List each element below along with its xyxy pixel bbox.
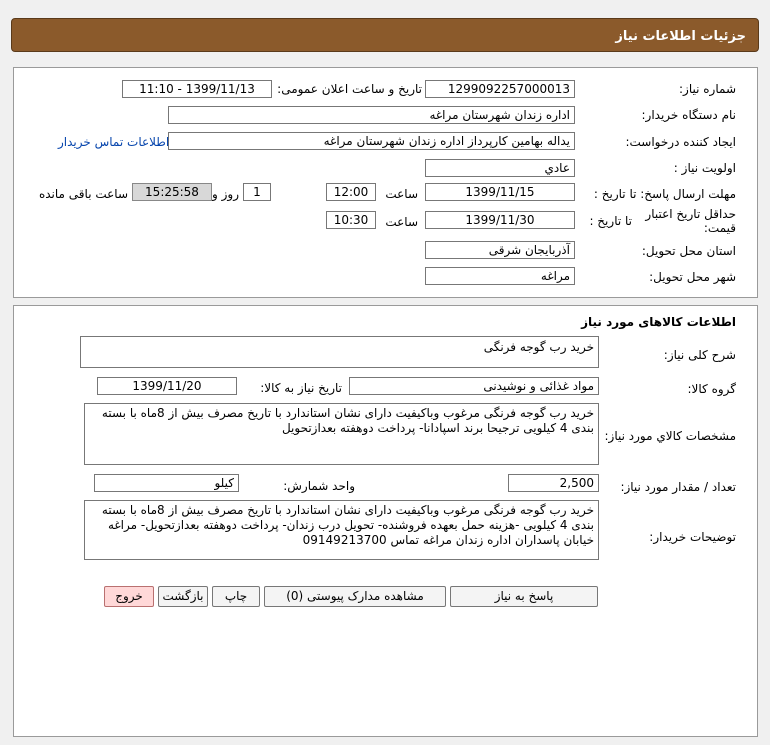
specs-field: خرید رب گوجه فرنگی مرغوب وباکیفیت دارای نشان استاندارد با تاریخ مصرف بیش از 8ماه با بسته بندی 4 کیلویی ترجیحا برند اسپادانا- پرداخت دوهفته بعدازتحویل [84,403,599,465]
back-button[interactable]: بازگشت [158,586,208,607]
requester-field: یداله بهامین کارپرداز اداره زندان شهرستان مراغه [168,132,575,150]
buyer-org-label: نام دستگاه خریدار: [641,108,736,122]
page-title: جزئیات اطلاعات نیاز [11,18,759,52]
description-field: خرید رب گوجه فرنگی [80,336,599,368]
unit-field: کیلو [94,474,239,492]
need-number-field: 1299092257000013 [425,80,575,98]
reply-button[interactable]: پاسخ به نیاز [450,586,598,607]
days-label: روز و [212,187,239,201]
exit-button[interactable]: خروج [104,586,154,607]
group-label: گروه کالا: [687,382,736,396]
announce-field: 1399/11/13 - 11:10 [122,80,272,98]
need-date-label: تاریخ نیاز به کالا: [260,381,342,395]
city-label: شهر محل تحویل: [649,270,736,284]
validity-to-date-label: تا تاریخ : [589,214,632,228]
announce-label: تاریخ و ساعت اعلان عمومی: [277,82,422,96]
validity-time-label: ساعت [385,215,418,229]
deadline-date-field: 1399/11/15 [425,183,575,201]
need-number-label: شماره نیاز: [679,82,736,96]
buyer-notes-field: خرید رب گوجه فرنگی مرغوب وباکیفیت دارای نشان استاندارد با تاریخ مصرف بیش از 8ماه با بسته بندی 4 کیلویی -هزینه حمل بعهده فروشنده- تحویل درب زندان- پرداخت دوهفته بعدازتحویل- مراغه خیابان پاسداران اداره زندان مراغه تماس 09149213700 [84,500,599,560]
deadline-time-label: ساعت [385,187,418,201]
min-validity-label: حداقل تاریخ اعتبار قیمت: [645,207,736,235]
need-date-field: 1399/11/20 [97,377,237,395]
deadline-label: مهلت ارسال پاسخ: تا تاریخ : [593,187,736,201]
description-label: شرح کلی نیاز: [663,348,736,362]
validity-time-field: 10:30 [326,211,376,229]
requester-label: ایجاد کننده درخواست: [625,135,736,149]
goods-section-title: اطلاعات کالاهای مورد نیاز [581,315,736,329]
remaining-days-field: 1 [243,183,271,201]
buyer-notes-label: توضیحات خریدار: [649,530,736,544]
buyer-contact-link[interactable]: اطلاعات تماس خریدار [58,135,170,149]
city-field: مراغه [425,267,575,285]
remaining-label: ساعت باقی مانده [38,187,128,201]
quantity-label: تعداد / مقدار مورد نیاز: [620,480,736,494]
deadline-time-field: 12:00 [326,183,376,201]
priority-label: اولویت نیاز : [673,161,736,175]
group-field: مواد غذائی و نوشیدنی [349,377,599,395]
province-label: استان محل تحویل: [641,244,736,258]
remaining-time-field: 15:25:58 [132,183,212,201]
unit-label: واحد شمارش: [283,479,355,493]
priority-field: عادي [425,159,575,177]
need-info-panel [13,67,758,298]
attachments-button[interactable]: مشاهده مدارک پیوستی (0) [264,586,446,607]
province-field: آذربایجان شرقی [425,241,575,259]
buyer-org-field: اداره زندان شهرستان مراغه [168,106,575,124]
specs-label: مشخصات کالاي مورد نياز: [604,429,736,443]
print-button[interactable]: چاپ [212,586,260,607]
quantity-field: 2,500 [508,474,599,492]
validity-date-field: 1399/11/30 [425,211,575,229]
